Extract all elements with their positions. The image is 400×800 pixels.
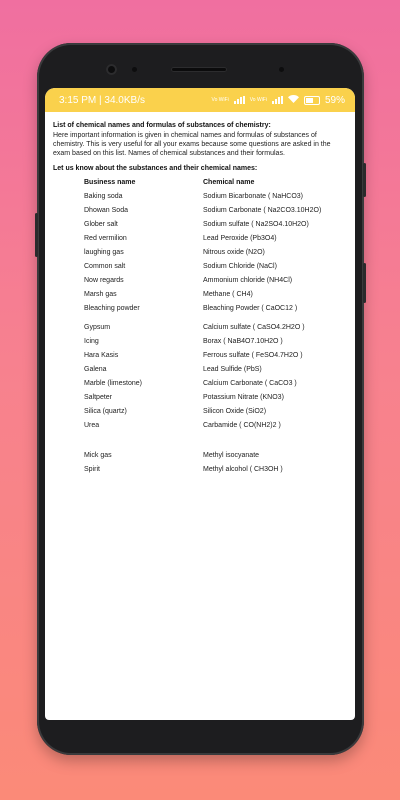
battery-percent: 59% [324,94,345,106]
business-name-cell: Saltpeter [84,394,113,401]
vowifi-icon: Vo WiFi [211,96,229,103]
article-title: List of chemical names and formulas of substances of chemistry: [53,122,271,129]
table-row [84,465,347,474]
signal-icon [234,96,245,104]
phone-side-button-right [363,163,366,197]
business-name-cell: Gypsum [84,324,111,331]
wifi-icon [288,95,299,106]
business-name-cell: Baking soda [84,193,123,200]
table-row [84,393,347,402]
table-row [84,262,347,271]
battery-icon [304,96,320,105]
business-name-cell: Red vermilion [84,235,127,242]
table-row [84,192,347,201]
sensor-dot [132,67,137,72]
table-row [84,206,347,215]
chemical-name-cell: Ferrous sulfate ( FeSO4.7H2O ) [203,352,303,359]
business-name-cell: Glober salt [84,221,118,228]
column-header-business-name: Business name [84,179,136,186]
chemical-name-cell: Calcium Carbonate ( CaCO3 ) [203,380,297,387]
business-name-cell: Marble (limestone) [84,380,142,387]
earpiece-speaker [171,67,227,72]
column-header-chemical-name: Chemical name [203,179,255,186]
chemical-name-cell: Methyl alcohol ( CH3OH ) [203,466,283,473]
business-name-cell: Hara Kasis [84,352,119,359]
table-row [84,337,347,346]
business-name-cell: Common salt [84,263,126,270]
sensor-dot [279,67,284,72]
front-camera [106,64,117,75]
table-row [84,220,347,229]
signal-icon [272,96,283,104]
business-name-cell: Urea [84,422,100,429]
chemical-name-cell: Borax ( NaB4O7.10H2O ) [203,338,283,345]
business-name-cell: Spirit [84,466,100,473]
app-screen [45,88,355,720]
business-name-cell: Bleaching powder [84,305,140,312]
table-row [84,451,347,460]
business-name-cell: laughing gas [84,249,124,256]
chemical-name-cell: Sodium Chloride (NaCl) [203,263,277,270]
table-row [84,379,347,388]
business-name-cell: Marsh gas [84,291,117,298]
vowifi-icon: Vo WiFi [249,96,267,103]
chemical-name-cell: Lead Peroxide (Pb3O4) [203,235,277,242]
chemical-name-cell: Methane ( CH4) [203,291,253,298]
table-row [84,365,347,374]
table-row [84,304,347,313]
row-spacer [84,435,347,451]
table-row [84,276,347,285]
business-name-cell: Silica (quartz) [84,408,127,415]
chemical-name-cell: Silicon Oxide (SiO2) [203,408,267,415]
table-row [84,248,347,257]
table-row [84,351,347,360]
table-header-row [84,178,347,187]
chemical-names-table [84,178,347,474]
chemical-name-cell: Methyl isocyanate [203,452,260,459]
chemical-name-cell: Sodium Carbonate ( Na2CO3.10H2O) [203,207,322,214]
table-row [84,407,347,416]
chemical-name-cell: Ammonium chloride (NH4Cl) [203,277,293,284]
business-name-cell: Icing [84,338,99,345]
chemical-name-cell: Sodium Bicarbonate ( NaHCO3) [203,193,303,200]
chemical-name-cell: Carbamide ( CO(NH2)2 ) [203,422,281,429]
business-name-cell: Now regards [84,277,124,284]
chemical-name-cell: Bleaching Powder ( CaOC12 ) [203,305,298,312]
business-name-cell: Mick gas [84,452,112,459]
chemical-name-cell: Nitrous oxide (N2O) [203,249,265,256]
table-row [84,421,347,430]
chemical-name-cell: Lead Sulfide (PbS) [203,366,262,373]
phone-side-button-left [35,213,38,257]
phone-side-button-right-lower [363,263,366,303]
chemical-name-cell: Potassium Nitrate (KNO3) [203,394,284,401]
status-time-speed: 3:15 PM | 34.0KB/s [59,94,145,106]
article-intro: Here important information is given in chemical names and formulas of substances of chemistry. This is very useful for all your exams because some questions are asked in the exam based on this list. Names of chemical substances and their formulas. [53,132,331,157]
chemical-name-cell: Sodium sulfate ( Na2SO4.10H2O) [203,221,309,228]
table-row [84,234,347,243]
business-name-cell: Galena [84,366,107,373]
status-bar [45,88,355,112]
business-name-cell: Dhowan Soda [84,207,128,214]
article-content [45,112,355,474]
article-subheading: Let us know about the substances and their chemical names: [53,165,258,172]
chemical-name-cell: Calcium sulfate ( CaSO4.2H2O ) [203,324,305,331]
table-row [84,290,347,299]
table-row [84,323,347,332]
